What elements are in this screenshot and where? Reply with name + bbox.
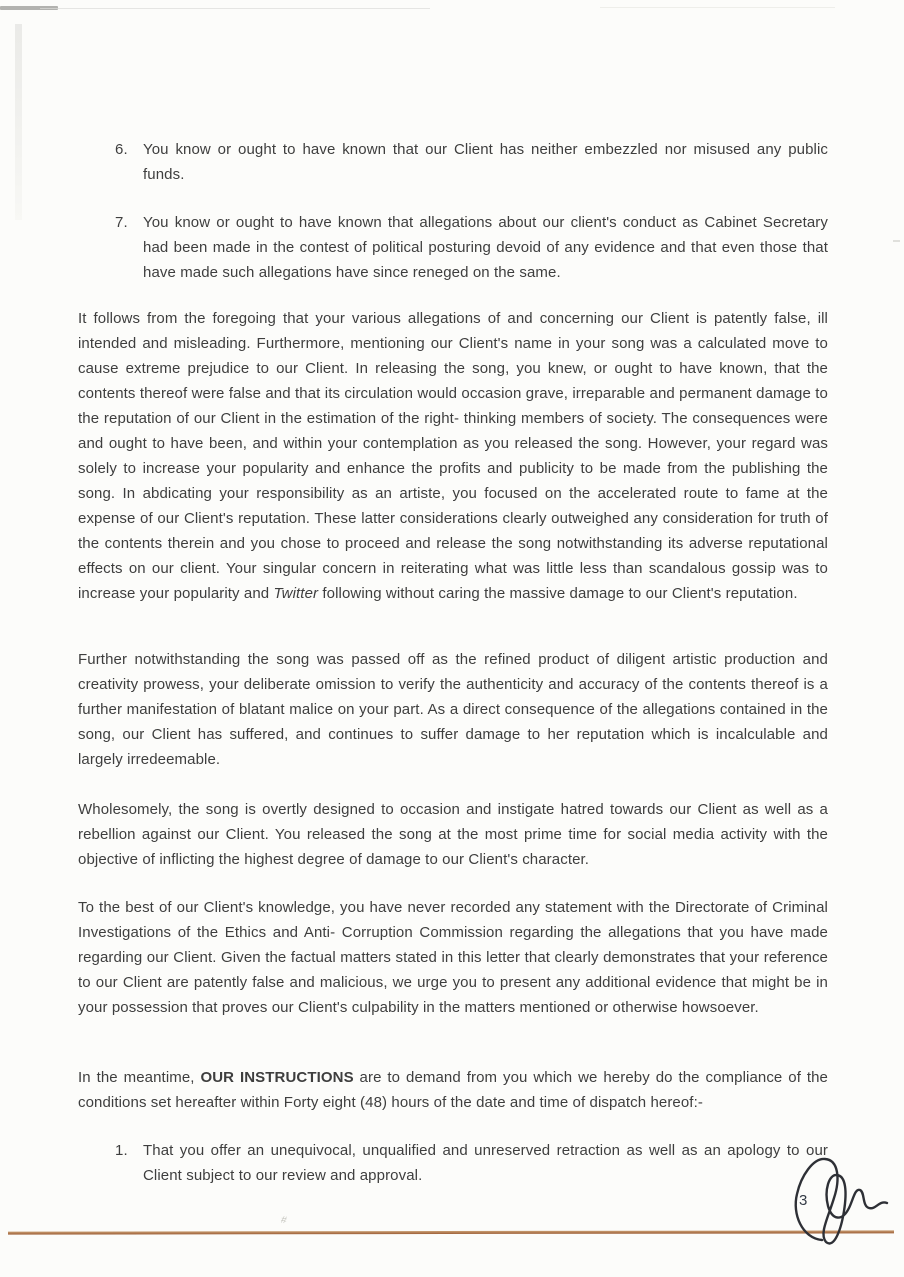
- list-item-text: That you offer an unequivocal, unqualified and unreserved retraction as well as an apology to our Client subject to our review and approval.: [143, 1142, 828, 1184]
- scan-artifact-left-strip: [15, 24, 22, 220]
- list-item-number: 6.: [115, 141, 128, 158]
- scan-artifact-top-line: [40, 8, 430, 9]
- list-item-number: 1.: [115, 1142, 128, 1159]
- paragraph-client-knowledge: To the best of our Client's knowledge, you have never recorded any statement with the Directorate of Criminal Investigations of the Ethics and Anti- Corruption Commission regarding the allegations that you have made regarding our Client. Given the factual matters stated in this letter that clearly demonstrates that your reference to our Client are patently false and malicious, we urge you to present any additional evidence that might be in your possession that proves our Client's culpability in the matters mentioned or otherwise howsoever.: [78, 899, 828, 1016]
- paragraph-instructions: In the meantime, OUR INSTRUCTIONS are to demand from you which we hereby do the compliance of the conditions set hereafter within Forty eight (48) hours of the date and time of dispatch hereof:-: [78, 1069, 828, 1111]
- footer-rule: [8, 1230, 894, 1234]
- list-item-text: You know or ought to have known that allegations about our client's conduct as Cabinet Secretary had been made in the contest of political posturing devoid of any evidence and that even those that have made such allegations have since reneged on the same.: [143, 214, 828, 281]
- paragraph-allegations: It follows from the foregoing that your various allegations of and concerning our Client is patently false, ill intended and misleading. Furthermore, mentioning our Client's name in your song was a calculated move to cause extreme prejudice to our Client. In releasing the song, you knew, or ought to have known, that the contents thereof were false and that its circulation would occasion grave, irreparable and permanent damage to the reputation of our Client in the estimation of the right- thinking members of society. The consequences were and ought to have been, and within your contemplation as you released the song. However, your regard was solely to increase your popularity and enhance the profits and publicity to be made from the publishing the song. In abdicating your responsibility as an artiste, you focused on the accelerated route to fame at the expense of our Client's reputation. These latter considerations clearly outweighed any consideration for truth of the contents therein and you chose to proceed and release the song notwithstanding its adverse reputational effects on our client. Your singular concern in reiterating what was little less than scandalous gossip was to increase your popularity and Twitter following without caring the massive damage to our Client's reputation.: [78, 310, 828, 602]
- signature-initials: [786, 1148, 896, 1252]
- scan-artifact-top-dash: [0, 6, 58, 10]
- scan-artifact-mark: [395, 4, 401, 16]
- list-item-7: [78, 210, 828, 285]
- list-item-1: [78, 1138, 828, 1188]
- page-number: 3: [799, 1192, 808, 1209]
- paragraph-further-notwithstanding: Further notwithstanding the song was passed off as the refined product of diligent artistic production and creativity prowess, your deliberate omission to verify the authenticity and accuracy of the contents thereof is a further manifestation of blatant malice on your part. As a direct consequence of the allegations contained in the song, our Client has suffered, and continues to suffer damage to her reputation which is incalculable and largely irredeemable.: [78, 651, 828, 768]
- list-item-text: You know or ought to have known that our Client has neither embezzled nor misused any public funds.: [143, 141, 828, 183]
- scan-artifact-right-dash: [893, 240, 900, 242]
- scan-artifact-speck: #: [279, 1214, 288, 1227]
- scan-artifact-top-line: [600, 7, 835, 8]
- paragraph-wholesomely: Wholesomely, the song is overtly designed to occasion and instigate hatred towards our Client as well as a rebellion against our Client. You released the song at the most prime time for social media activity with the objective of inflicting the highest degree of damage to our Client's character.: [78, 801, 828, 868]
- list-item-number: 7.: [115, 214, 128, 231]
- list-item-6: [78, 137, 828, 187]
